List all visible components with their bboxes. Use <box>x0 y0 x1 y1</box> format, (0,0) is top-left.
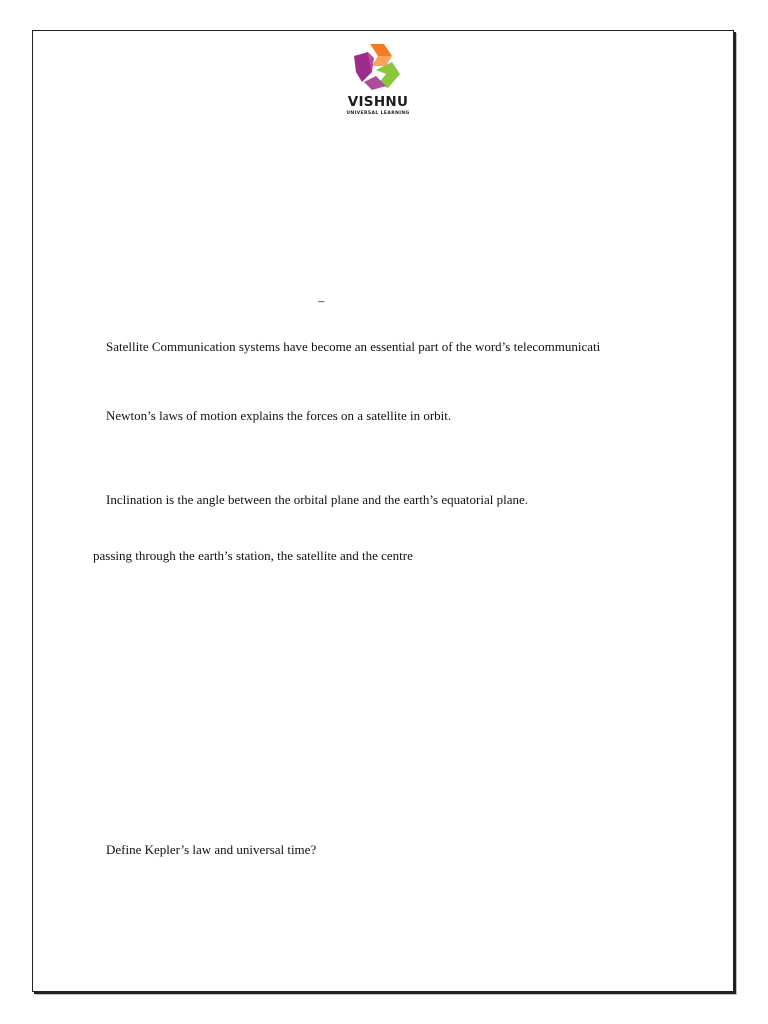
paragraph-newtons-laws: Newton’s laws of motion explains the forces on a satellite in orbit. <box>106 408 452 423</box>
paragraph-satellite-communication: Satellite Communication systems have become an essential part of the word’s telecommunicati <box>106 339 601 354</box>
vishnu-logo-mark-icon <box>352 42 404 94</box>
logo-tagline: UNIVERSAL LEARNING <box>346 111 410 116</box>
separator-dash: – <box>318 293 325 308</box>
vishnu-logo <box>340 42 420 122</box>
paragraph-inclination: Inclination is the angle between the orbital plane and the earth’s equatorial plane. <box>106 492 528 507</box>
paragraph-earth-station: passing through the earth’s station, the satellite and the centre <box>93 548 413 563</box>
logo-wordmark: VISHNU <box>347 94 409 110</box>
question-keplers-law: Define Kepler’s law and universal time? <box>106 842 317 857</box>
